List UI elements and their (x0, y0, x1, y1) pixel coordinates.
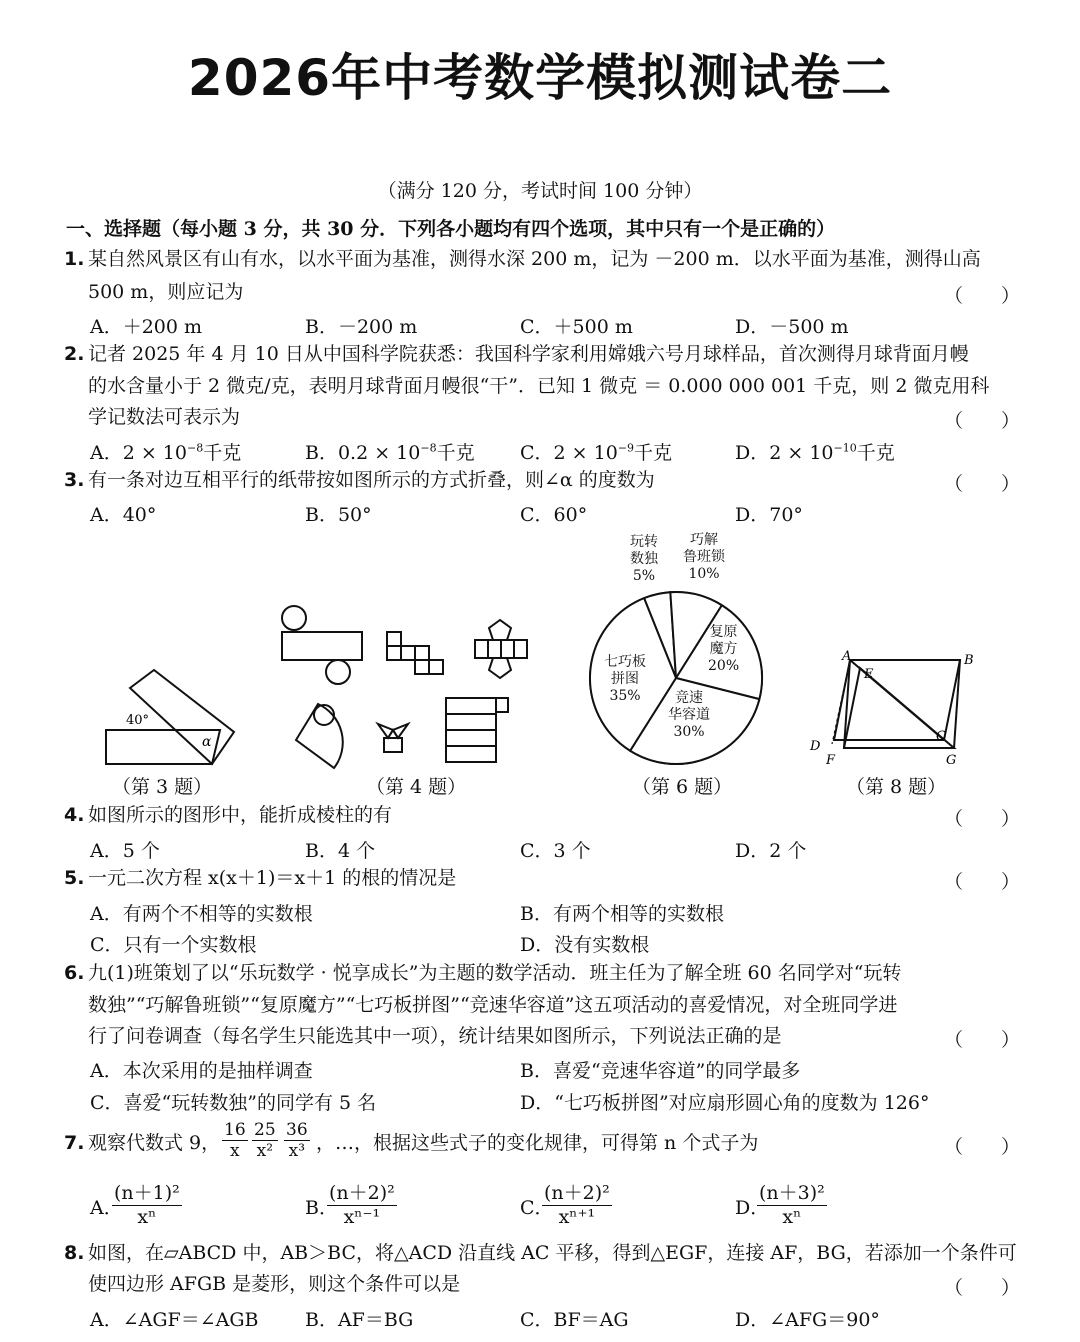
pie-label-tangram: 七巧板 拼图 35% (604, 654, 646, 704)
q7-option-c-label: C． (520, 1197, 554, 1219)
q5-option-b: B．有两个相等的实数根 (520, 903, 724, 925)
q7-option-d-label: D． (735, 1197, 770, 1219)
q7-option-a-fraction: $\frac{\text{(n＋1)²}}{\text{xⁿ}}$ (112, 1178, 182, 1228)
figure-q8 (808, 648, 988, 768)
net2-sq4 (415, 646, 429, 660)
q5-number: 5. (64, 867, 85, 889)
q8-option-d: D．∠AFG＝90° (735, 1309, 880, 1331)
caption-q8: （第 8 题） (846, 776, 947, 798)
net2-sq5 (415, 660, 429, 674)
q4-option-a: A．5 个 (90, 840, 160, 862)
fig8-label-g: G (946, 753, 957, 768)
q6-option-b: B．喜爱“竞速华容道”的同学最多 (520, 1060, 801, 1082)
net3-rect1 (475, 640, 488, 658)
net5-left (378, 724, 393, 738)
caption-q3: （第 3 题） (112, 776, 213, 798)
q8-answer-blank: （ ） (944, 1277, 1021, 1299)
net6-r2 (446, 714, 496, 730)
q3-number: 3. (64, 469, 85, 491)
net6-side (496, 698, 508, 712)
q5-stem-line1: 一元二次方程 x(x＋1)＝x＋1 的根的情况是 (88, 867, 457, 889)
q4-option-c: C．3 个 (520, 840, 591, 862)
q5-option-c: C．只有一个实数根 (90, 934, 257, 956)
q7-fraction-3: $\frac{36}{\text{x³}}$ (286, 1120, 308, 1161)
q8-option-c: C．BF＝AG (520, 1309, 629, 1331)
q7-answer-blank: （ ） (944, 1136, 1021, 1158)
section-heading: 一、选择题（每小题 3 分，共 30 分．下列各小题均有四个选项，其中只有一个是正确的） (66, 218, 836, 240)
net2-sq3 (401, 646, 415, 660)
q6-stem-line1: 九(1)班策划了以“乐玩数学 · 悦享成长”为主题的数学活动．班主任为了解全班 60 名同学对“玩转 (88, 962, 902, 984)
pie-label-luban-lock: 巧解 鲁班锁 10% (683, 532, 725, 582)
net1-top-circle (282, 606, 306, 630)
pie-label-rubiks-cube: 复原 魔方 20% (708, 624, 740, 674)
q2-answer-blank: （ ） (944, 410, 1021, 432)
q7-fraction-2: $\frac{25}{\text{x²}}$ (254, 1120, 276, 1161)
fig8-label-e: E (864, 667, 874, 682)
q1-option-c: C．＋500 m (520, 316, 633, 338)
q3-answer-blank: （ ） (944, 473, 1021, 495)
q2-number: 2. (64, 343, 85, 365)
q8-stem-line1: 如图，在▱ABCD 中，AB＞BC，将△ACD 沿直线 AC 平移，得到△EGF，连接 AF，BG，若添加一个条件可 (88, 1242, 1017, 1264)
q2-stem-line1: 记者 2025 年 4 月 10 日从中国科学院获悉：我国科学家利用嫦娥六号月球样品，首次测得月球背面月幔 (88, 343, 969, 365)
q1-stem-line1: 某自然风景区有山有水，以水平面为基准，测得水深 200 m，记为 －200 m．以水平面为基准，测得山高 (88, 248, 981, 270)
q4-option-d: D．2 个 (735, 840, 807, 862)
q4-number: 4. (64, 804, 85, 826)
q3-option-b: B．50° (305, 504, 372, 526)
q4-option-b: B．4 个 (305, 840, 376, 862)
q7-number: 7. (64, 1132, 85, 1154)
q8-stem-line2: 使四边形 AFGB 是菱形，则这个条件可以是 (88, 1273, 461, 1295)
q1-answer-blank: （ ） (944, 285, 1021, 307)
q2-option-d: D．$2 \times 10^{-10}$千克 (735, 441, 895, 464)
net2-sq6 (429, 660, 443, 674)
q4-stem-line1: 如图所示的图形中，能折成棱柱的有 (88, 804, 393, 826)
q2-option-b: B．$0.2 \times 10^{-8}$千克 (305, 441, 475, 464)
page-title: 2026年中考数学模拟测试卷二 (187, 49, 893, 107)
q7-option-a-label: A． (90, 1197, 123, 1219)
pie-label-sudoku: 玩转 数独 5% (630, 534, 658, 584)
exam-info: （满分 120 分，考试时间 100 分钟） (377, 180, 703, 202)
q6-number: 6. (64, 962, 85, 984)
q2-option-a: A．$2 \times 10^{-8}$千克 (90, 441, 242, 464)
fig8-label-d: D (810, 739, 821, 754)
q2-option-c: C．$2 \times 10^{-9}$千克 (520, 441, 673, 464)
net2-sq2 (387, 646, 401, 660)
caption-q6: （第 6 题） (632, 776, 733, 798)
q6-stem-line2: 数独”“巧解鲁班锁”“复原魔方”“七巧板拼图”“竞速华容道”这五项活动的喜爱情况，对全班同学进 (88, 994, 898, 1016)
q5-answer-blank: （ ） (944, 871, 1021, 893)
q3-option-c: C．60° (520, 504, 588, 526)
fig8-label-c: C (936, 729, 946, 744)
q6-option-c: C．喜爱“玩转数独”的同学有 5 名 (90, 1092, 377, 1114)
figure-q4 (270, 600, 520, 770)
fig8-label-f: F (826, 753, 836, 768)
fig3-alpha-label: α (202, 734, 212, 750)
q7-option-d-fraction: $\frac{\text{(n＋3)²}}{\text{xⁿ}}$ (757, 1178, 827, 1228)
fig8-label-b: B (964, 653, 974, 668)
q1-stem-line2: 500 m，则应记为 (88, 281, 244, 303)
q6-stem-line3: 行了问卷调查（每名学生只能选其中一项），统计结果如图所示，下列说法正确的是 (88, 1025, 782, 1047)
net5-right (393, 724, 408, 738)
net1-bottom-circle (326, 660, 350, 684)
figure-q3 (100, 668, 240, 768)
q7-fraction-1: $\frac{16}{x}$ (224, 1120, 246, 1161)
net6-r4 (446, 746, 496, 762)
q1-option-b: B．－200 m (305, 316, 418, 338)
q5-option-a: A．有两个不相等的实数根 (90, 903, 313, 925)
net6-r1 (446, 698, 496, 714)
q7-option-b-label: B． (305, 1197, 338, 1219)
q8-number: 8. (64, 1242, 85, 1264)
fig3-angle-label: 40° (126, 713, 150, 728)
net3-pent-bottom (489, 658, 511, 678)
net6-r3 (446, 730, 496, 746)
q7-option-c-fraction: $\frac{\text{(n＋2)²}}{\text{xⁿ⁺¹}}$ (542, 1178, 612, 1228)
net3-rect3 (501, 640, 514, 658)
net5-bottom (384, 738, 402, 752)
net4-sector (296, 704, 343, 768)
q4-answer-blank: （ ） (944, 808, 1021, 830)
q5-option-d: D．没有实数根 (520, 934, 650, 956)
q6-option-d: D．“七巧板拼图”对应扇形圆心角的度数为 126° (520, 1092, 930, 1114)
net3-rect4 (514, 640, 527, 658)
net2-sq1 (387, 632, 401, 646)
net1-rect (282, 632, 362, 660)
q6-option-a: A．本次采用的是抽样调查 (90, 1060, 313, 1082)
q3-option-a: A．40° (90, 504, 157, 526)
q1-number: 1. (64, 248, 85, 270)
q2-stem-line2: 的水含量小于 2 微克/克，表明月球背面月幔很“干”．已知 1 微克 ＝ 0.000 000 001 千克，则 2 微克用科 (88, 375, 990, 397)
pie-label-huarong-road: 竞速 华容道 30% (668, 690, 710, 740)
q1-option-a: A．＋200 m (90, 316, 203, 338)
q8-option-a: A．∠AGF＝∠AGB (90, 1309, 259, 1331)
q3-option-d: D．70° (735, 504, 803, 526)
net3-pent-top (489, 620, 511, 640)
q7-stem-tail: ，…，根据这些式子的变化规律，可得第 n 个式子为 (316, 1132, 759, 1154)
q6-answer-blank: （ ） (944, 1029, 1021, 1051)
q2-stem-line3: 学记数法可表示为 (88, 406, 241, 428)
q1-option-d: D．－500 m (735, 316, 849, 338)
caption-q4: （第 4 题） (366, 776, 467, 798)
q3-stem-line1: 有一条对边互相平行的纸带按如图所示的方式折叠，则∠α 的度数为 (88, 469, 655, 491)
net3-rect2 (488, 640, 501, 658)
q7-lead: 观察代数式 9， (88, 1132, 221, 1154)
fig8-label-a: A (842, 649, 852, 664)
q7-option-b-fraction: $\frac{\text{(n＋2)²}}{\text{xⁿ⁻¹}}$ (327, 1178, 397, 1228)
q8-option-b: B．AF＝BG (305, 1309, 414, 1331)
